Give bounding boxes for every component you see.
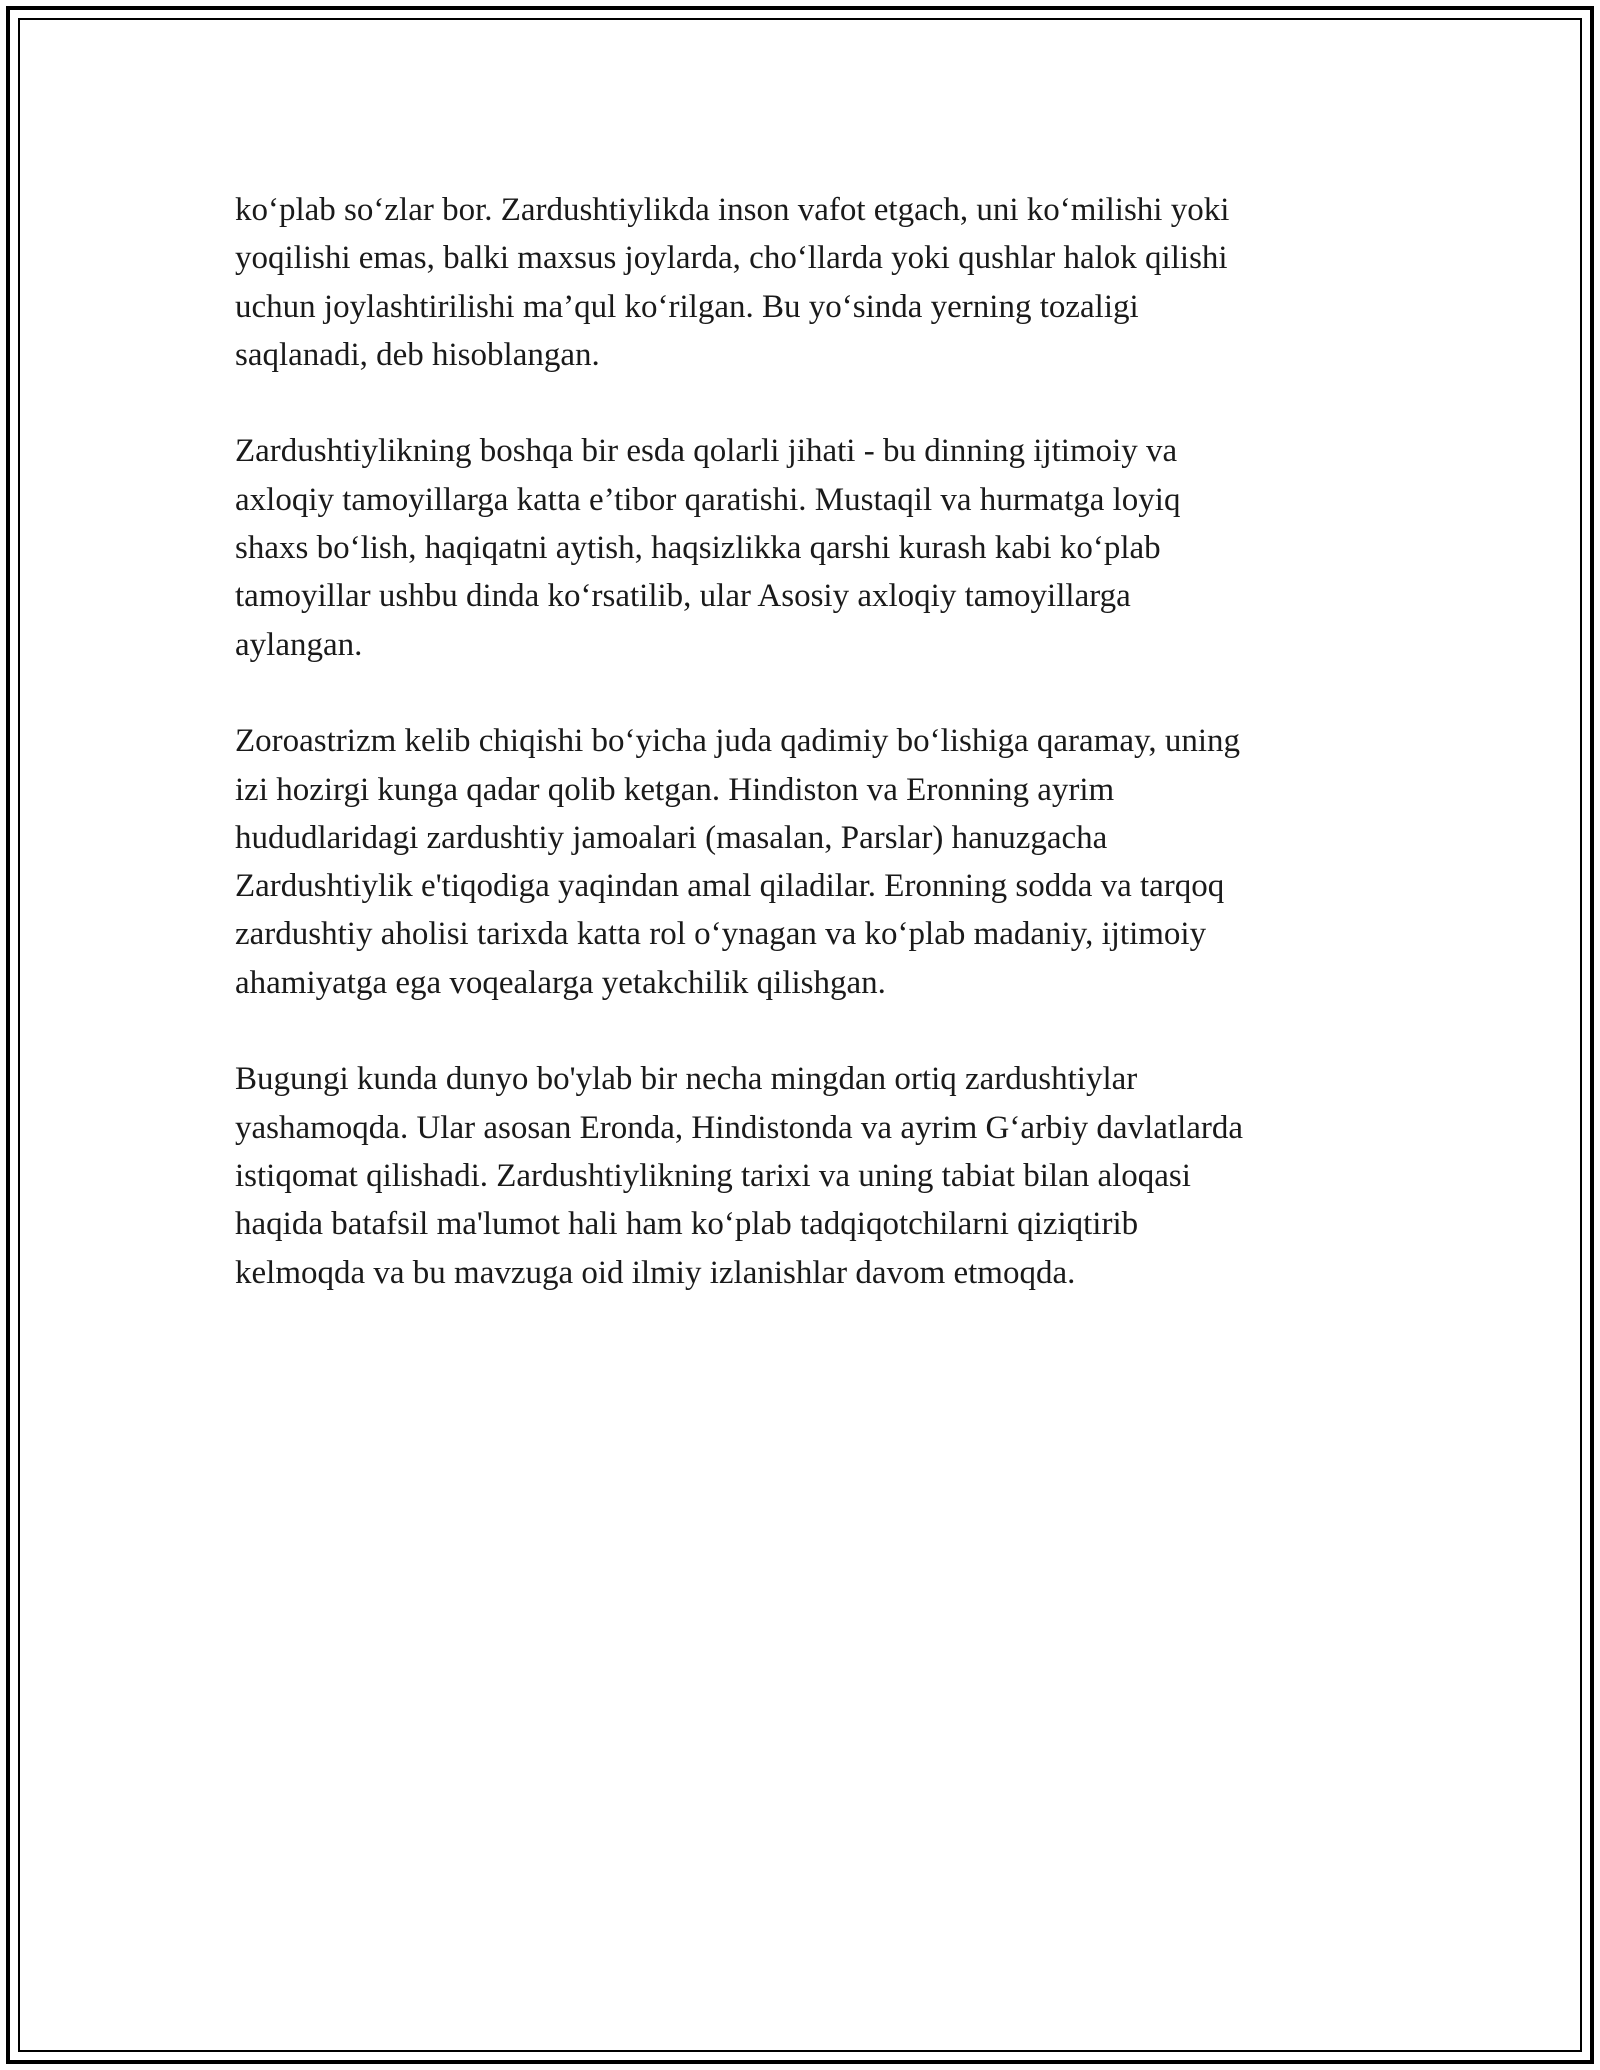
text-line: zardushtiy aholisi tarixda katta rol o‘ynagan va ko‘plab madaniy, ijtimoiy (235, 916, 1207, 953)
text-line: izi hozirgi kunga qadar qolib ketgan. Hindiston va Eronning ayrim (235, 771, 1115, 808)
text-line: kelmoqda va bu mavzuga oid ilmiy izlanishlar davom etmoqda. (235, 1254, 1076, 1291)
text-line: haqida batafsil ma'lumot hali ham ko‘plab tadqiqotchilarni qiziqtirib (235, 1206, 1139, 1243)
text-line: yoqilishi emas, balki maxsus joylarda, cho‘llarda yoki qushlar halok qilishi (235, 240, 1228, 277)
text-line: ko‘plab so‘zlar bor. Zardushtiylikda inson vafot etgach, uni ko‘milishi yoki (235, 192, 1230, 228)
paragraph-ethical-principles (235, 427, 1375, 668)
text-line: ahamiyatga ega voqealarga yetakchilik qilishgan. (235, 964, 886, 1001)
text-line: saqlanadi, deb hisoblangan. (235, 336, 600, 373)
paragraph-burial-customs (235, 186, 1375, 379)
text-line: Zardushtiylikning boshqa bir esda qolarli jihati - bu dinning ijtimoiy va (235, 433, 1178, 470)
text-line: uchun joylashtirilishi ma’qul ko‘rilgan. Bu yo‘sinda yerning tozaligi (235, 288, 1139, 325)
text-line: tamoyillar ushbu dinda ko‘rsatilib, ular Asosiy axloqiy tamoyillarga (235, 578, 1131, 615)
text-line: istiqomat qilishadi. Zardushtiylikning tarixi va uning tabiat bilan aloqasi (235, 1157, 1191, 1194)
text-line: aylangan. (235, 626, 363, 663)
text-line: Zoroastrizm kelib chiqishi bo‘yicha juda qadimiy bo‘lishiga qaramay, uning (235, 723, 1241, 760)
paragraph-modern-communities (235, 1055, 1375, 1296)
text-line: Zardushtiylik e'tiqodiga yaqindan amal qiladilar. Eronning sodda va tarqoq (235, 868, 1225, 905)
text-line: shaxs bo‘lish, haqiqatni aytish, haqsizlikka qarshi kurash kabi ko‘plab (235, 530, 1161, 567)
text-line: yashamoqda. Ular asosan Eronda, Hindistonda va ayrim G‘arbiy davlatlarda (235, 1109, 1244, 1146)
document-body (235, 186, 1375, 1345)
paragraph-zoroastrian-legacy (235, 717, 1375, 1007)
text-line: hududlaridagi zardushtiy jamoalari (masalan, Parslar) hanuzgacha (235, 819, 1108, 856)
text-line: Bugungi kunda dunyo bo'ylab bir necha mingdan ortiq zardushtiylar (235, 1061, 1138, 1098)
text-line: axloqiy tamoyillarga katta e’tibor qaratishi. Mustaqil va hurmatga loyiq (235, 481, 1181, 518)
